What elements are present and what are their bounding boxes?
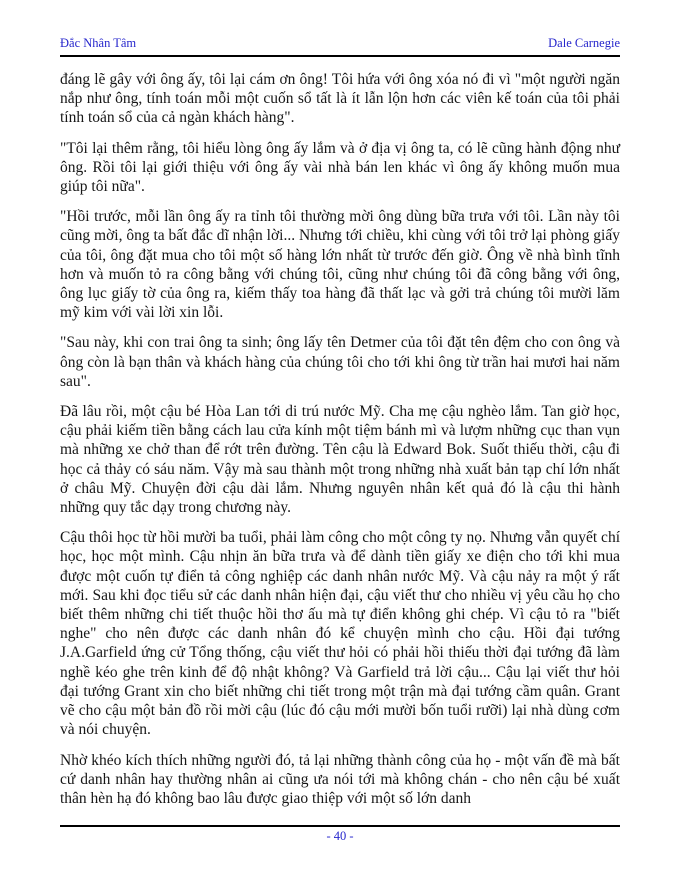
page-header xyxy=(60,36,620,57)
paragraph: Nhờ khéo kích thích những người đó, tả lại những thành công của họ - một vấn đề mà bất cứ danh nhân hay thường nhân ai cũng ưa nói tới mà không chán - cho nên cậu bé xuất thân hèn hạ đó không bao lâu được giao thiệp với một số lớn danh xyxy=(60,751,620,807)
paragraph: "Hồi trước, mỗi lần ông ấy ra tỉnh tôi thường mời ông dùng bữa trưa với tôi. Lần này tôi cũng mời, ông ta bất đắc dĩ nhận lời... Nhưng tới chiều, khi cùng với tôi trở lại phòng giấy của tôi, ông đặt mua cho tôi một số hàng lớn nhất từ trước đến giờ. Ông về nhà bình tĩnh hơn và muốn tỏ ra công bằng với chúng tôi, cũng như chúng tôi đã công bằng với ông, ông lục giấy tờ của ông ra, kiếm thấy toa hàng đã thất lạc và gởi trả chúng tôi mười lăm mỹ kim với vài lời xin lỗi. xyxy=(60,208,620,322)
paragraph: "Sau này, khi con trai ông ta sinh; ông lấy tên Detmer của tôi đặt tên đệm cho con ông và ông còn là bạn thân và khách hàng của chúng tôi cho tới khi ông từ trần hai mươi hai năm sau". xyxy=(60,334,620,390)
page-footer xyxy=(60,825,620,844)
header-book-title: Đắc Nhân Tâm xyxy=(60,36,137,50)
page-body xyxy=(60,70,620,819)
page-number: - 40 - xyxy=(326,829,354,843)
header-author: Dale Carnegie xyxy=(548,36,620,50)
paragraph: đáng lẽ gây với ông ấy, tôi lại cám ơn ông! Tôi hứa với ông xóa nó đi vì "một người ngăn nắp như ông, tính toán mỗi một cuốn sổ tất là ít lẫn lộn hơn các viên kế toán của tôi phải tính toán sổ của cả ngàn khách hàng". xyxy=(60,71,620,127)
paragraph: Cậu thôi học từ hồi mười ba tuổi, phải làm công cho một công ty nọ. Nhưng vẫn quyết chí học, học một mình. Cậu nhịn ăn bữa trưa và để dành tiền giấy xe điện cho tới khi mua được một cuốn tự điển tả công nghiệp các danh nhân nước Mỹ. Và cậu nảy ra một ý rất mới. Sau khi đọc tiểu sử các danh nhân hiện đại, cậu viết thư cho nhiều vị yêu cầu họ cho biết thêm những chi tiết thuộc hồi thơ ấu mà tự điển không ghi chép. Vì cậu tỏ ra "biết nghe" cho nên được các danh nhân đó kể chuyện mình cho cậu. Hồi đại tướng J.A.Garfield ứng cử Tổng thống, cậu viết thư hỏi có phải hồi thiếu thời đại tướng đã làm nghề kéo ghe trên kinh để độ nhật không? Và Garfield trả lời cậu... Cậu lại viết thư hỏi đại tướng Grant xin cho biết những chi tiết trong một trận mà đại tướng cầm quân. Grant vẽ cho cậu một bản đồ rồi mời cậu (lúc đó cậu mới mười bốn tuổi rưỡi) lại nhà dùng cơm và nói chuyện. xyxy=(60,529,620,739)
paragraph: "Tôi lại thêm rằng, tôi hiểu lòng ông ấy lắm và ở địa vị ông ta, có lẽ cũng hành động như ông. Rồi tôi lại giới thiệu với ông ấy vài nhà bán len khác vì ông ấy không muốn mua giúp tôi nữa". xyxy=(60,139,620,196)
paragraph: Đã lâu rồi, một cậu bé Hòa Lan tới di trú nước Mỹ. Cha mẹ cậu nghèo lắm. Tan giờ học, cậu phải kiếm tiền bằng cách lau cửa kính một tiệm bánh mì và lượm những cục than vụn mà những xe chở than để rớt trên đường. Tên cậu là Edward Bok. Suốt thiếu thời, cậu đi học cả thảy có sáu năm. Vậy mà sau thành một trong những nhà xuất bản tạp chí lớn nhất ở châu Mỹ. Chuyện đời cậu dài lắm. Nhưng nguyên nhân kết quả đó là cậu thi hành những quy tắc dạy trong chương này. xyxy=(60,403,620,517)
